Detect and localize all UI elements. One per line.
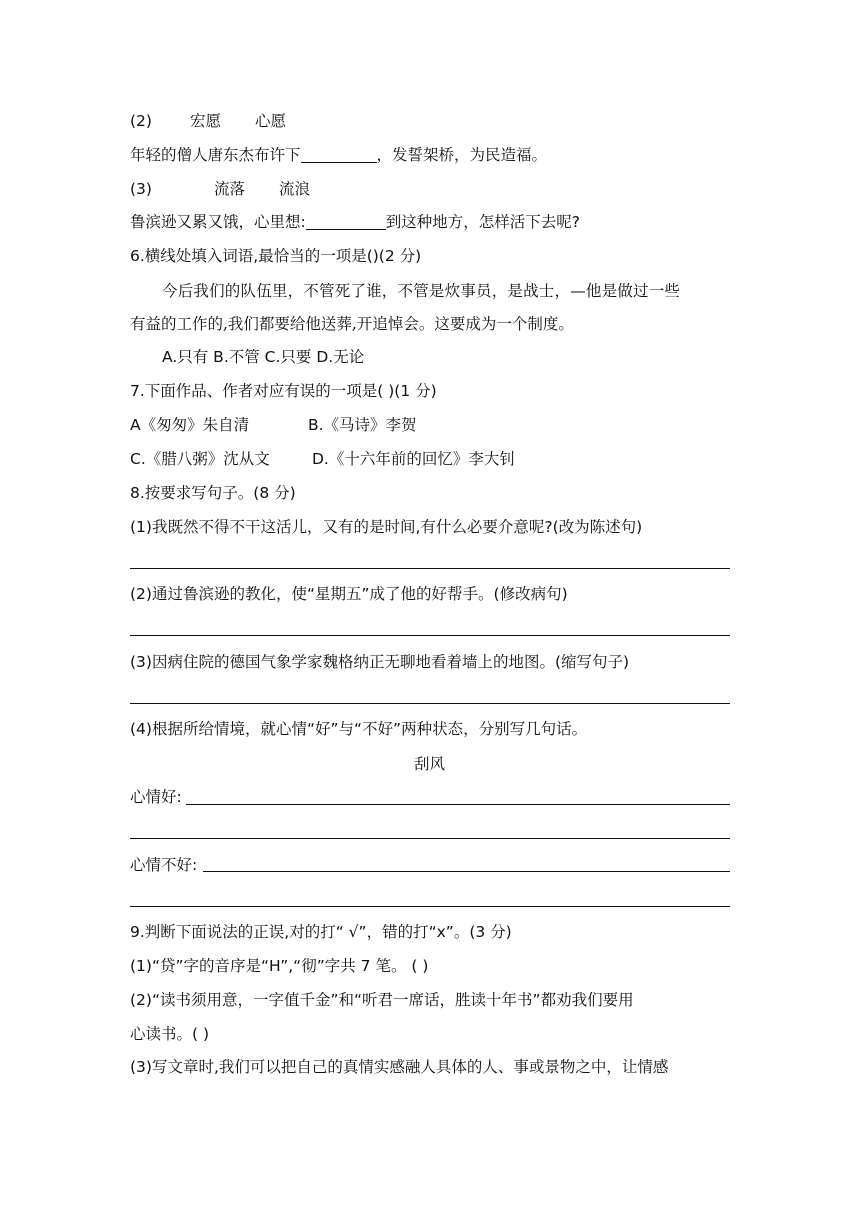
answer-blank[interactable] [306, 213, 386, 230]
answer-line[interactable] [186, 804, 730, 805]
question-6-passage-line2: 有益的工作的,我们都要给他送葬,开追悼会。这要成为一个制度。 [130, 315, 574, 333]
question-5-3-sentence: 鲁滨逊又累又饿，心里想: 到这种地方，怎样活下去呢? [130, 213, 580, 231]
question-9-2-line2: 心读书。( ) [130, 1025, 210, 1043]
word-choice: 流浪 [278, 180, 310, 198]
question-9-title: 9.判断下面说法的正误,对的打“ √”，错的打“x”。(3 分) [130, 923, 512, 941]
question-7-option-a: A《匆匆》朱自清 [130, 416, 250, 434]
question-6-options: A.只有 B.不管 C.只要 D.无论 [162, 348, 365, 366]
question-5-2-sentence: 年轻的僧人唐东杰布许下 ，发誓架桥，为民造福。 [130, 146, 548, 164]
question-8-4: (4)根据所给情境，就心情“好”与“不好”两种状态，分别写几句话。 [130, 720, 588, 738]
answer-line[interactable] [130, 703, 730, 704]
question-8-4-scene: 刮风 [414, 755, 446, 773]
question-7-option-c: C.《腊八粥》沈从文 [130, 450, 270, 468]
question-8-3: (3)因病住院的德国气象学家魏格纳正无聊地看着墙上的地图。(缩写句子) [130, 653, 630, 671]
question-7-option-d: D.《十六年前的回忆》李大钊 [312, 450, 515, 468]
question-5-3-header [130, 179, 310, 199]
word-choice: 宏愿 [189, 112, 221, 130]
good-mood-label: 心情好: [130, 788, 182, 806]
question-number: (3) [130, 180, 152, 198]
question-9-2-line1: (2)“读书须用意，一字值千金”和“听君一席话，胜读十年书”都劝我们要用 [130, 991, 634, 1009]
answer-blank[interactable] [301, 146, 377, 163]
answer-line[interactable] [130, 635, 730, 636]
question-8-title: 8.按要求写句子。(8 分) [130, 484, 296, 502]
question-7-title: 7.下面作品、作者对应有误的一项是( )(1 分) [130, 382, 437, 400]
answer-line[interactable] [130, 906, 730, 907]
question-8-1: (1)我既然不得不干这活儿，又有的是时间,有什么必要介意呢?(改为陈述句) [130, 518, 643, 536]
bad-mood-label: 心情不好: [130, 856, 198, 874]
question-6-passage-line1: 今后我们的队伍里，不管死了谁，不管是炊事员，是战士，—他是做过一些 [162, 282, 681, 300]
question-5-2-header [130, 111, 286, 131]
question-number: (2) [130, 112, 152, 130]
question-6-title: 6.横线处填入词语,最恰当的一项是()(2 分) [130, 247, 422, 265]
answer-line[interactable] [130, 568, 730, 569]
question-8-2: (2)通过鲁滨逊的教化，使“星期五”成了他的好帮手。(修改病句) [130, 585, 568, 603]
question-7-option-b: B.《马诗》李贺 [308, 416, 417, 434]
word-choice: 流落 [213, 180, 245, 198]
answer-line[interactable] [203, 871, 730, 872]
question-9-1: (1)“贷”字的音序是“H”,“彻”字共 7 笔。 ( ) [130, 957, 429, 975]
word-choice: 心愿 [254, 112, 286, 130]
answer-line[interactable] [130, 838, 730, 839]
question-9-3: (3)写文章时,我们可以把自己的真情实感融人具体的人、事或景物之中，让情感 [130, 1058, 669, 1076]
